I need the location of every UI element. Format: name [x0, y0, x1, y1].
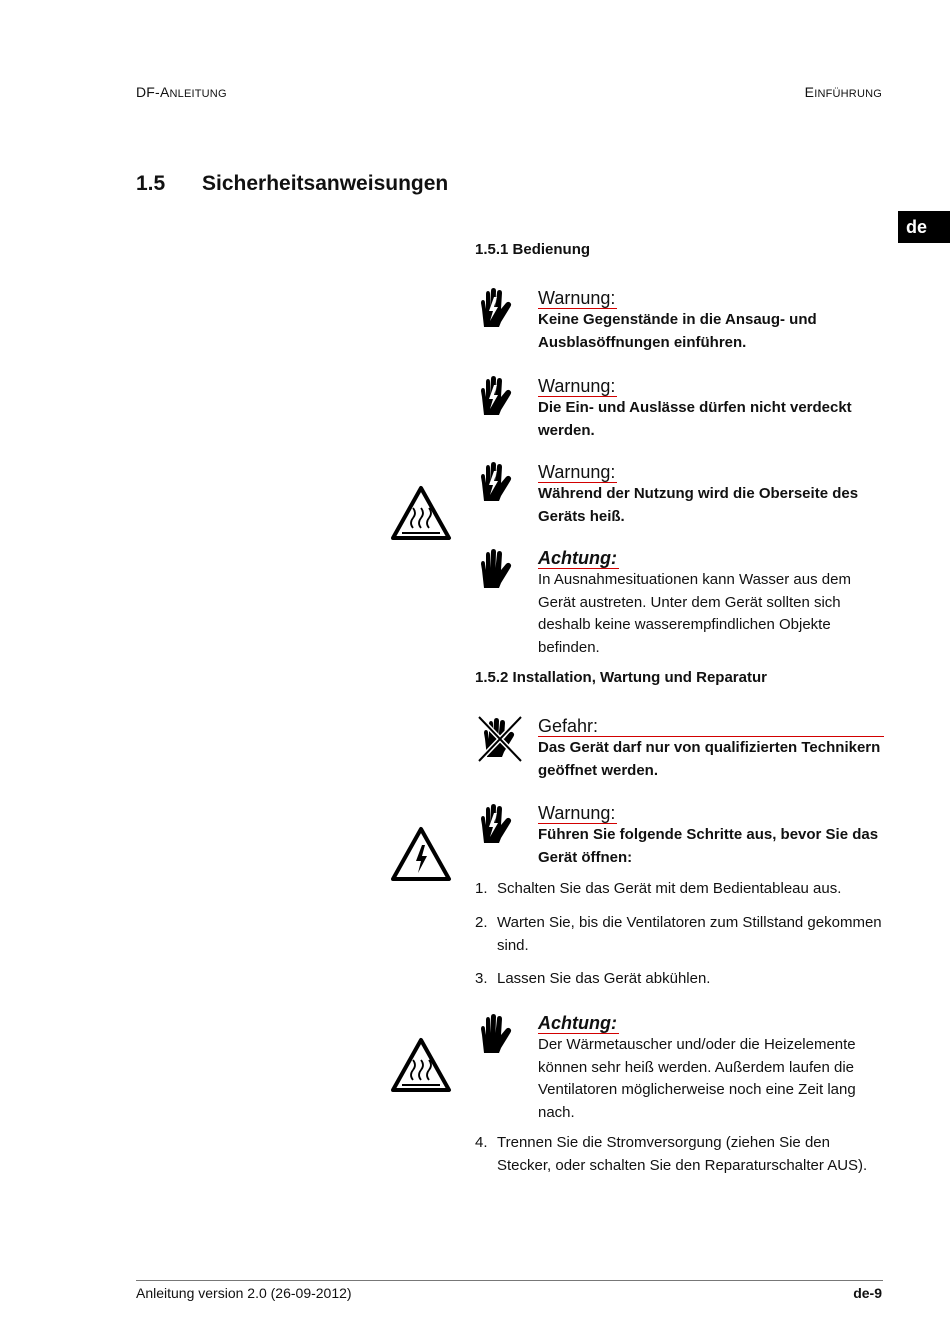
callout-body: Die Ein- und Auslässe dürfen nicht verdeckt werden.	[538, 399, 852, 439]
running-header-right: EINFÜHRUNG	[804, 84, 882, 100]
list-item-text: Warten Sie, bis die Ventilatoren zum Stillstand gekommen sind.	[497, 914, 882, 954]
warning-hand-icon	[477, 461, 517, 507]
section-number: 1.5	[136, 172, 166, 195]
callout-title: Warnung:	[538, 376, 616, 396]
list-item-number: 3.	[475, 970, 488, 987]
caution-hand-icon	[477, 1013, 517, 1059]
list-item-text: Lassen Sie das Gerät abkühlen.	[497, 970, 711, 987]
warning-callout	[538, 288, 884, 354]
callout-title: Gefahr:	[538, 716, 884, 737]
page-number: de-9	[853, 1285, 882, 1301]
callout-body: Der Wärmetauscher und/oder die Heizelemente können sehr heiß werden. Außerdem laufen die Ventilatoren möglicherweise noch eine Zeit lang nach.	[538, 1036, 856, 1121]
danger-callout	[538, 716, 884, 782]
warning-callout	[538, 803, 884, 869]
list-item	[475, 878, 885, 901]
electric-hazard-icon	[389, 825, 453, 883]
list-item	[475, 968, 885, 991]
list-item	[475, 912, 885, 957]
warning-callout	[538, 376, 884, 442]
callout-body: Während der Nutzung wird die Oberseite des Geräts heiß.	[538, 485, 859, 525]
hot-surface-icon	[389, 1036, 453, 1094]
section-title	[136, 172, 448, 196]
footer-divider	[136, 1280, 883, 1281]
subsection-heading-installation: 1.5.2 Installation, Wartung und Reparatur	[475, 669, 767, 686]
section-title-text: Sicherheitsanweisungen	[202, 172, 449, 195]
callout-title: Achtung:	[538, 1013, 617, 1033]
footer-version: Anleitung version 2.0 (26-09-2012)	[136, 1285, 352, 1301]
callout-body: Das Gerät darf nur von qualifizierten Technikern geöffnet werden.	[538, 739, 881, 779]
warning-callout	[538, 462, 884, 528]
callout-body: Keine Gegenstände in die Ansaug- und Ausblasöffnungen einführen.	[538, 311, 817, 351]
list-item-text: Schalten Sie das Gerät mit dem Bedientableau aus.	[497, 880, 842, 897]
list-item-number: 4.	[475, 1134, 488, 1151]
subsection-heading-bedienung: 1.5.1 Bedienung	[475, 241, 591, 258]
language-tab: de	[898, 211, 950, 243]
warning-hand-icon	[477, 803, 517, 849]
callout-title: Warnung:	[538, 462, 616, 482]
list-item-number: 2.	[475, 914, 488, 931]
callout-title: Warnung:	[538, 803, 616, 823]
callout-title: Achtung:	[538, 548, 617, 568]
running-header-left: DF-ANLEITUNG	[136, 84, 227, 100]
callout-title: Warnung:	[538, 288, 616, 308]
callout-body: In Ausnahmesituationen kann Wasser aus dem Gerät austreten. Unter dem Gerät sollten sich deshalb keine wasserempfindlichen Objekte befinden.	[538, 571, 851, 656]
list-item-number: 1.	[475, 880, 488, 897]
hot-surface-icon	[389, 484, 453, 542]
warning-hand-icon	[477, 375, 517, 421]
caution-callout	[538, 1013, 884, 1124]
danger-hand-icon	[477, 715, 523, 763]
caution-hand-icon	[477, 548, 517, 594]
callout-body: Führen Sie folgende Schritte aus, bevor Sie das Gerät öffnen:	[538, 826, 879, 866]
list-item-text: Trennen Sie die Stromversorgung (ziehen Sie den Stecker, oder schalten Sie den Reparaturschalter AUS).	[497, 1134, 868, 1174]
warning-hand-icon	[477, 287, 517, 333]
list-item	[475, 1132, 885, 1177]
caution-callout	[538, 548, 884, 659]
